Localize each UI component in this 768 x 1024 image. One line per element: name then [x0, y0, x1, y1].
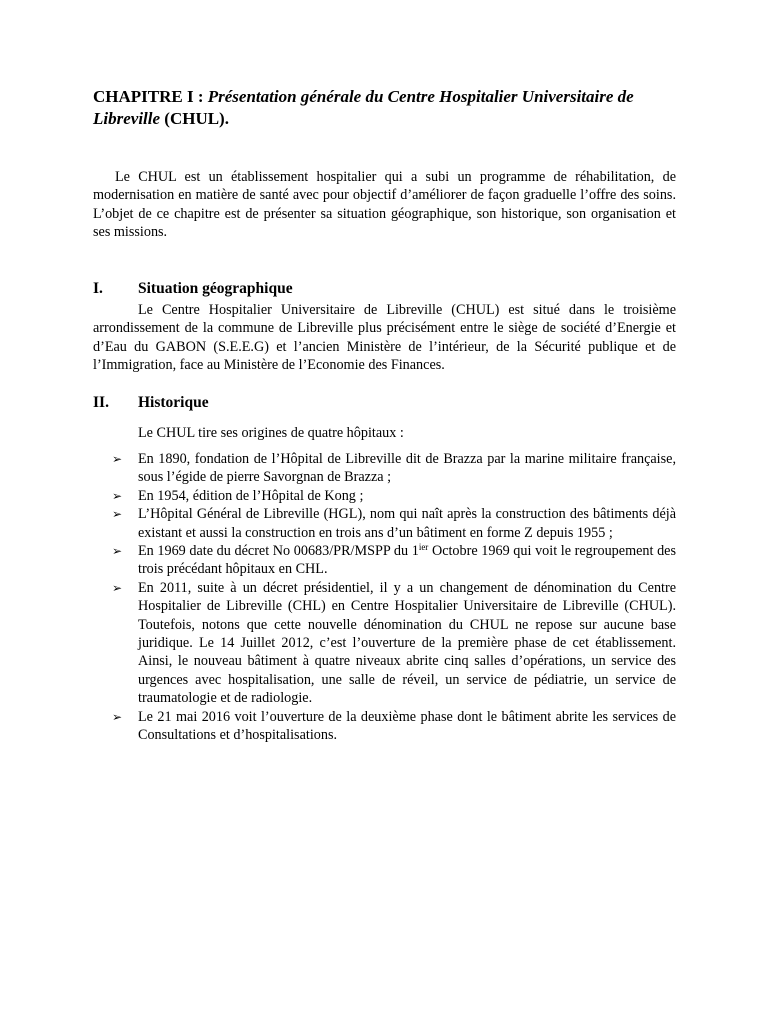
- list-item: [110, 542, 676, 579]
- decree-text: En 1969 date du décret No 00683/PR/MSPP du 1: [138, 543, 419, 560]
- intro-paragraph: Le CHUL est un établissement hospitalier qui a subi un programme de réhabilitation, de modernisation en matière de santé avec pour objectif d’améliorer de façon graduelle l’offre des soins. L’objet de ce chapitre est de présenter sa situation géographique, son historique, son organisation et ses missions.: [93, 169, 676, 241]
- chapter-title: [93, 86, 683, 130]
- list-item: [110, 487, 676, 505]
- list-item: [110, 450, 676, 487]
- arrow-bullet-icon: ➢: [112, 709, 123, 724]
- section-title: Situation géographique: [138, 280, 293, 297]
- chapter-suffix: (CHUL).: [160, 109, 229, 128]
- section-number: I.: [93, 280, 103, 297]
- list-item: [110, 505, 676, 542]
- list-item-text: En 1954, édition de l’Hôpital de Kong ;: [138, 487, 364, 504]
- chapter-prefix: CHAPITRE I :: [93, 87, 208, 106]
- section-title: Historique: [138, 394, 209, 411]
- section-heading-situation: [93, 279, 293, 299]
- list-item: [110, 579, 676, 708]
- list-item-text: Le 21 mai 2016 voit l’ouverture de la deuxième phase dont le bâtiment abrite les services de Consultations et d’hospitalisations.: [138, 708, 676, 744]
- decree-text-continued: Octobre 1969 qui voit le regroupement des trois précédant hôpitaux en CHL.: [138, 543, 676, 578]
- historique-list: [110, 450, 676, 745]
- arrow-bullet-icon: ➢: [112, 507, 123, 522]
- section-heading-historique: [93, 393, 209, 413]
- list-item: [110, 708, 676, 745]
- arrow-bullet-icon: ➢: [112, 544, 123, 559]
- arrow-bullet-icon: ➢: [112, 452, 123, 466]
- historique-lead: Le CHUL tire ses origines de quatre hôpitaux :: [138, 425, 404, 441]
- list-item-text: En 1890, fondation de l’Hôpital de Libreville dit de Brazza par la marine militaire française, sous l’égide de pierre Savorgnan de Brazza ;: [138, 451, 676, 486]
- chapter-title-italic: Présentation générale du Centre Hospitalier Universitaire de Libreville: [93, 87, 634, 128]
- section-number: II.: [93, 394, 109, 411]
- arrow-bullet-icon: ➢: [112, 580, 123, 595]
- list-item-text: En 2011, suite à un décret présidentiel, il y a un changement de dénomination du Centre Hospitalier de Libreville (CHL) en Centre Hospitalier Universitaire de Libreville (CHUL). Toutefois, notons que cette nouvelle dénomination du CHUL ne repose sur aucune base juridique. Le 14 Juillet 2012, c’est l’ouverture de la première phase de cet établissement. Ainsi, le nouveau bâtiment à quatre niveaux abrite cinq salles d’opérations, un service des urgences avec hospitalisation, une salle de réveil, un service de pédiatrie, un service de traumatologie et de radiologie.: [138, 579, 676, 707]
- list-item-text: L’Hôpital Général de Libreville (HGL), nom qui naît après la construction des bâtiments déjà existant et aussi la construction en trois ans d’un bâtiment en forme Z depuis 1955 ;: [138, 506, 676, 541]
- list-item-text: [138, 543, 676, 577]
- arrow-bullet-icon: ➢: [112, 488, 123, 503]
- situation-paragraph: Le Centre Hospitalier Universitaire de Libreville (CHUL) est situé dans le troisième arrondissement de la commune de Libreville plus précisément entre le siège de société d’Energie et d’Eau du GABON (S.E.E.G) et l’ancien Ministère de l’intérieur, de la Sécurité publique et de l’Immigration, face au Ministère de l’Economie des Finances.: [93, 302, 676, 374]
- ordinal-superscript: ier: [418, 542, 429, 553]
